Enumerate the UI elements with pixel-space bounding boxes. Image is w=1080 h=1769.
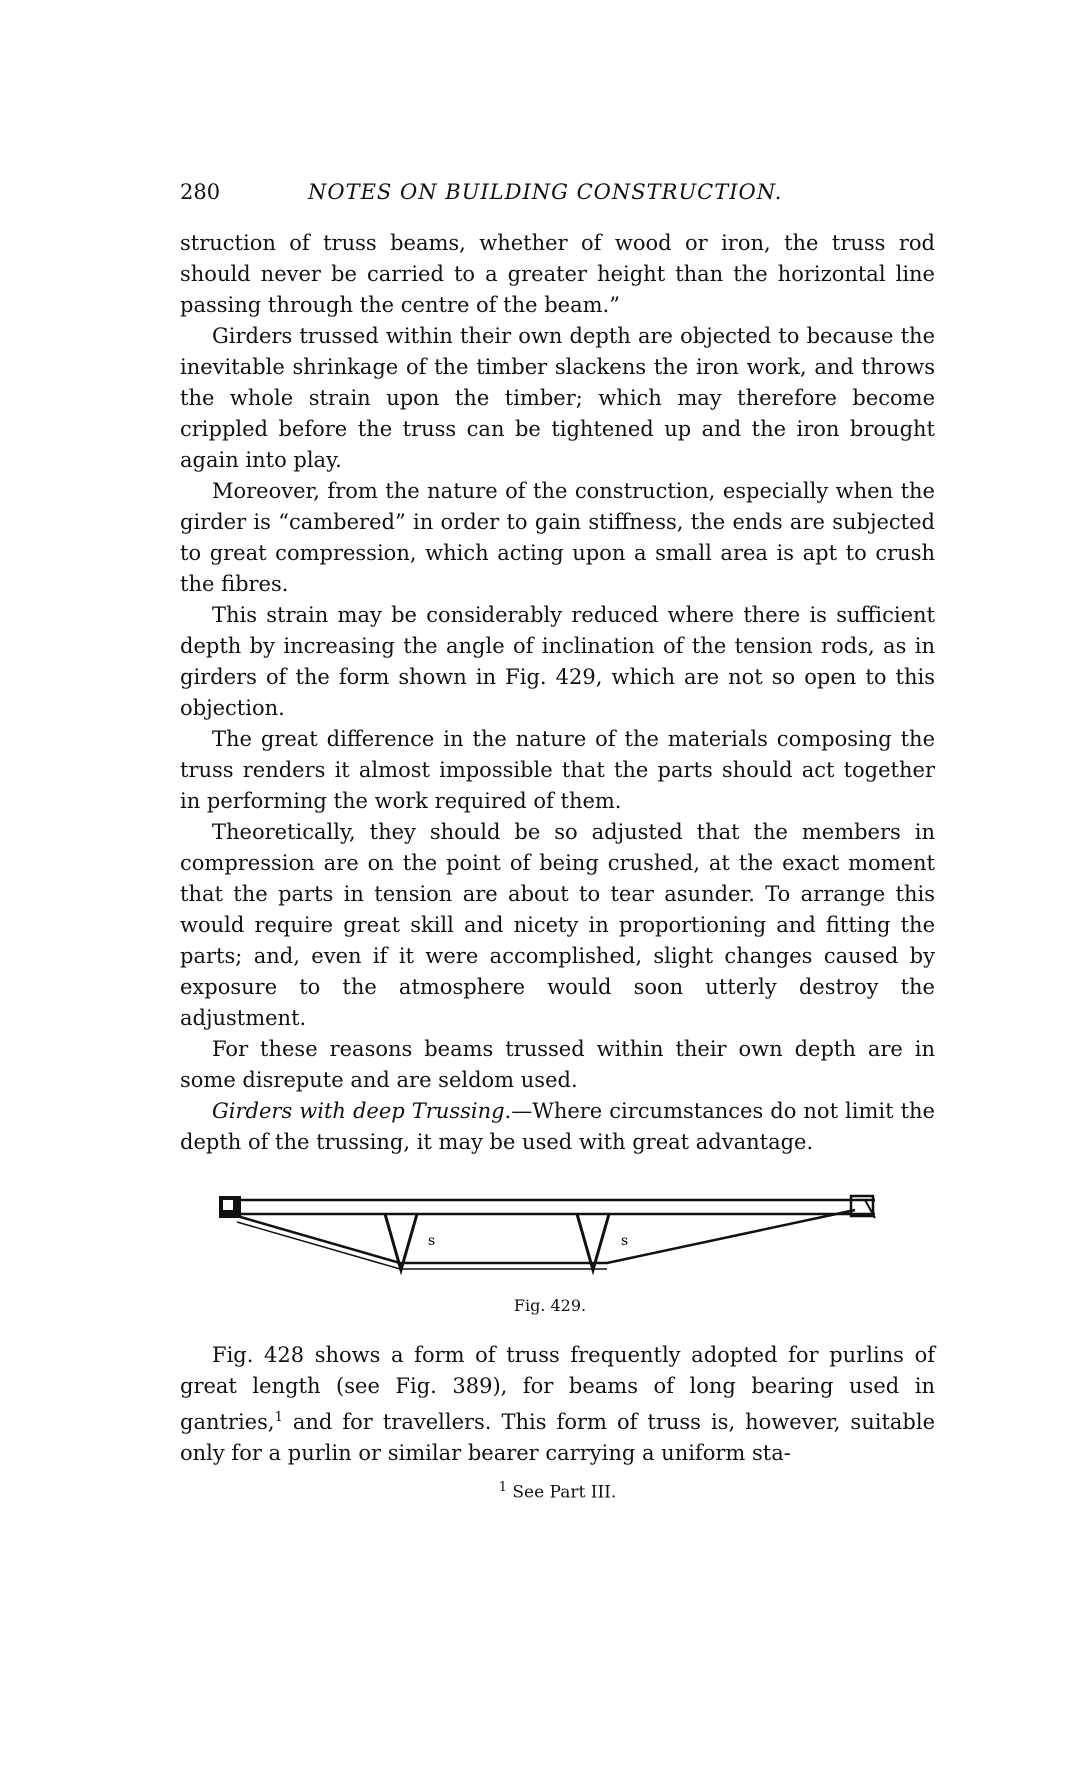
paragraph-shrinkage: Girders trussed within their own depth are objected to because the inevitable shrinkage of the timber slackens the iron work, and throws the whole strain upon the timber; which may therefore become crippled before the truss can be tightened up and the iron brought again into play. — [180, 324, 935, 472]
right-strut — [577, 1214, 609, 1270]
figure-429 — [215, 1188, 885, 1318]
paragraph-continuation: struction of truss beams, whether of wood or iron, the truss rod should never be carried to a greater height than the horizontal line passing through the centre of the beam.” — [180, 231, 935, 317]
page-number: 280 — [180, 180, 221, 204]
footnote — [180, 1480, 935, 1503]
continuing-text — [180, 1340, 935, 1469]
truss-diagram — [215, 1188, 885, 1293]
paragraph-deep-trussing — [180, 1096, 935, 1158]
page-header — [180, 180, 940, 214]
tension-rod-shadow — [237, 1222, 400, 1269]
left-bearing-plate — [223, 1200, 233, 1210]
paragraph-materials: The great difference in the nature of the materials composing the truss renders it almost impossible that the parts should act together in performing the work required of them. — [180, 727, 935, 813]
paragraph-strain: This strain may be considerably reduced where there is sufficient depth by increasing the angle of inclination of the tension rods, as in girders of the form shown in Fig. 429, which are not so open to this objection. — [180, 603, 935, 720]
deep-trussing-text: —Where circumstances do not limit the depth of the trussing, it may be used with great advantage. — [180, 1099, 935, 1154]
paragraph-fig-428-start: Fig. 428 shows a form of truss frequently adopted for purlins of great length (see Fig. 389), for beams of long bearing used in gantries, — [180, 1343, 935, 1434]
footnote-text: See Part III. — [512, 1482, 617, 1503]
left-strut — [385, 1214, 417, 1270]
paragraph-fig-428-end: and for travellers. This form of truss is, however, suitable only for a purlin or similar bearer carrying a uniform sta- — [180, 1410, 935, 1465]
deep-trussing-heading: Girders with deep Trussing. — [212, 1099, 512, 1123]
footnote-marker: 1 — [498, 1480, 507, 1495]
paragraph-reasons: For these reasons beams trussed within their own depth are in some disrepute and are seldom used. — [180, 1037, 935, 1092]
main-text — [180, 228, 935, 1158]
footnote-reference: 1 — [274, 1410, 283, 1425]
paragraph-theoretically: Theoretically, they should be so adjusted that the members in compression are on the point of being crushed, at the exact moment that the parts in tension are about to tear asunder. To arrange this would require great skill and nicety in proportioning and fitting the parts; and, even if it were accomplished, slight changes caused by exposure to the atmosphere would soon utterly destroy the adjustment. — [180, 820, 935, 1030]
running-title: NOTES ON BUILDING CONSTRUCTION. — [308, 180, 783, 204]
strut-label-left: s — [428, 1233, 436, 1249]
strut-label-right: s — [621, 1233, 629, 1249]
figure-caption: Fig. 429. — [513, 1296, 587, 1315]
paragraph-cambered: Moreover, from the nature of the construction, especially when the girder is “cambered” in order to gain stiffness, the ends are subjected to great compression, which acting upon a small area is apt to crush the fibres. — [180, 479, 935, 596]
tension-rod — [237, 1210, 855, 1263]
paragraph-fig-428 — [180, 1340, 935, 1469]
